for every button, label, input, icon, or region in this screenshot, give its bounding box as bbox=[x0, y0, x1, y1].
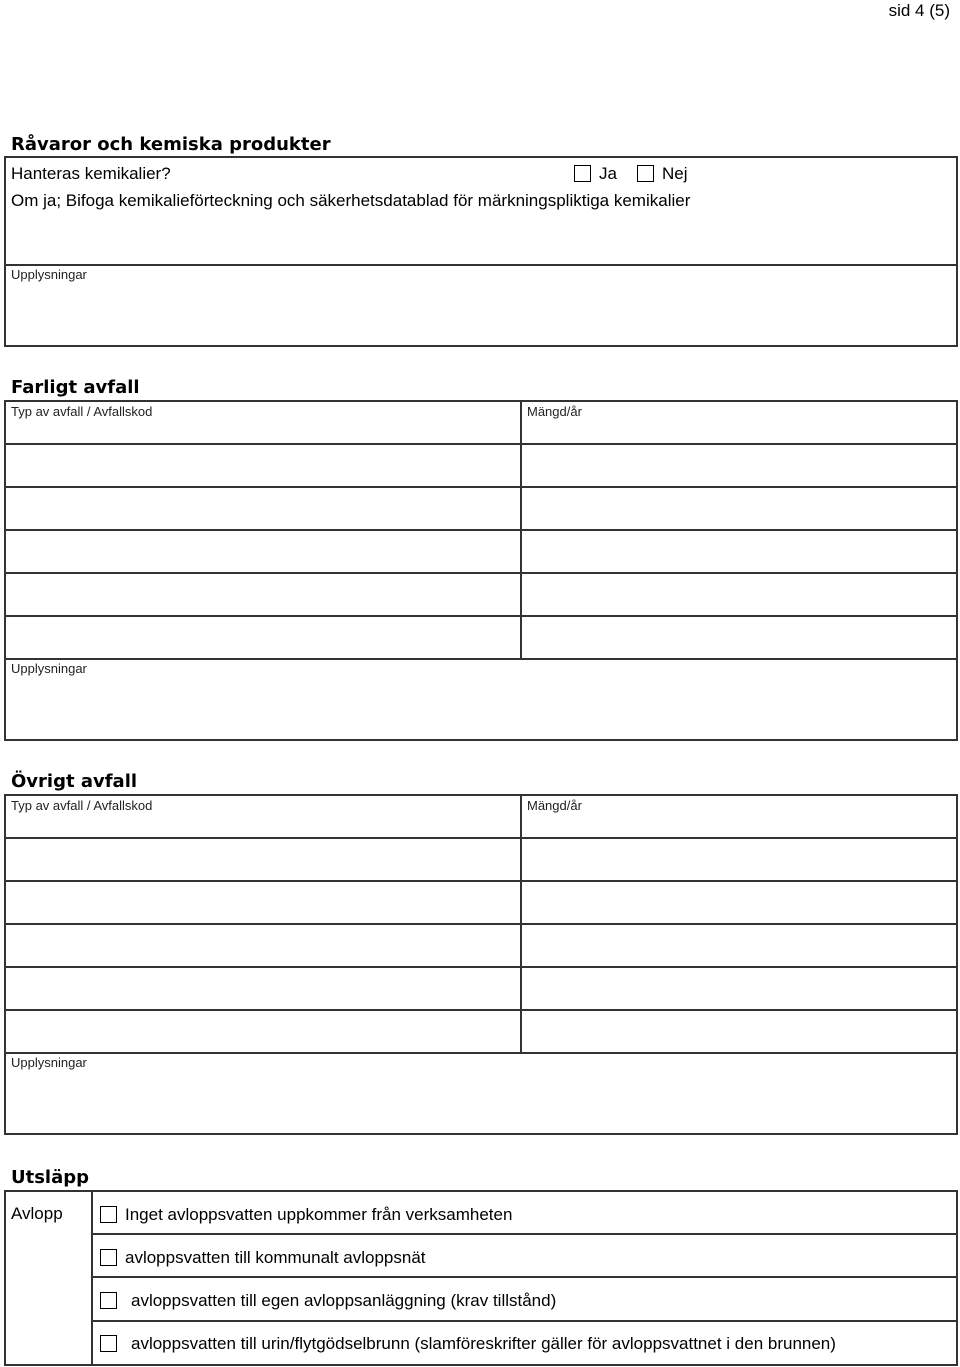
row-divider bbox=[91, 1320, 958, 1322]
table-cell-type[interactable] bbox=[6, 531, 520, 572]
hazardous-info-field[interactable] bbox=[6, 660, 956, 739]
column-divider bbox=[91, 1190, 93, 1366]
info-label: Upplysningar bbox=[11, 661, 87, 676]
checkbox-no[interactable] bbox=[637, 165, 654, 182]
table-cell-amount[interactable] bbox=[522, 839, 956, 880]
row-divider bbox=[91, 1233, 958, 1235]
section-title-hazardous-waste: Farligt avfall bbox=[11, 377, 140, 398]
attach-instruction: Om ja; Bifoga kemikalieförteckning och säkerhetsdatablad för märkningspliktiga kemikalier bbox=[11, 191, 691, 210]
raw-info-field[interactable] bbox=[6, 266, 956, 345]
section-title-emissions: Utsläpp bbox=[11, 1167, 90, 1188]
checkbox-manure-well[interactable] bbox=[100, 1335, 117, 1352]
table-cell-type[interactable] bbox=[6, 839, 520, 880]
option-no-wastewater: Inget avloppsvatten uppkommer från verksamheten bbox=[125, 1205, 513, 1224]
other-info-field[interactable] bbox=[6, 1054, 956, 1133]
option-own-sewage-plant: avloppsvatten till egen avloppsanläggning (krav tillstånd) bbox=[131, 1291, 557, 1310]
table-cell-type[interactable] bbox=[6, 617, 520, 658]
column-header-amount: Mängd/år bbox=[527, 404, 582, 419]
sewage-label: Avlopp bbox=[11, 1204, 63, 1223]
column-header-type: Typ av avfall / Avfallskod bbox=[11, 798, 153, 813]
table-cell-amount[interactable] bbox=[522, 1011, 956, 1052]
table-cell-type[interactable] bbox=[6, 445, 520, 486]
option-manure-well: avloppsvatten till urin/flytgödselbrunn (slamföreskrifter gäller för avloppsvattnet i den brunnen) bbox=[131, 1334, 836, 1353]
table-cell-type[interactable] bbox=[6, 882, 520, 923]
chemicals-question: Hanteras kemikalier? bbox=[11, 164, 171, 183]
column-header-amount: Mängd/år bbox=[527, 798, 582, 813]
info-label: Upplysningar bbox=[11, 1055, 87, 1070]
table-cell-amount[interactable] bbox=[522, 617, 956, 658]
table-cell-amount[interactable] bbox=[522, 488, 956, 529]
table-cell-type[interactable] bbox=[6, 1011, 520, 1052]
checkbox-own-sewage-plant[interactable] bbox=[100, 1292, 117, 1309]
table-cell-type[interactable] bbox=[6, 968, 520, 1009]
table-cell-type[interactable] bbox=[6, 925, 520, 966]
table-cell-amount[interactable] bbox=[522, 445, 956, 486]
table-cell-amount[interactable] bbox=[522, 968, 956, 1009]
section-title-raw-materials: Råvaror och kemiska produkter bbox=[11, 134, 331, 155]
table-cell-amount[interactable] bbox=[522, 531, 956, 572]
table-cell-type[interactable] bbox=[6, 488, 520, 529]
checkbox-no-wastewater[interactable] bbox=[100, 1206, 117, 1223]
column-header-type: Typ av avfall / Avfallskod bbox=[11, 404, 153, 419]
checkbox-municipal-sewer[interactable] bbox=[100, 1249, 117, 1266]
page-number: sid 4 (5) bbox=[888, 1, 950, 20]
info-label: Upplysningar bbox=[11, 267, 87, 282]
row-divider bbox=[91, 1276, 958, 1278]
label-yes: Ja bbox=[599, 164, 617, 183]
checkbox-yes[interactable] bbox=[574, 165, 591, 182]
option-municipal-sewer: avloppsvatten till kommunalt avloppsnät bbox=[125, 1248, 426, 1267]
label-no: Nej bbox=[662, 164, 688, 183]
table-cell-type[interactable] bbox=[6, 574, 520, 615]
table-cell-amount[interactable] bbox=[522, 882, 956, 923]
section-title-other-waste: Övrigt avfall bbox=[11, 771, 138, 792]
table-cell-amount[interactable] bbox=[522, 574, 956, 615]
table-cell-amount[interactable] bbox=[522, 925, 956, 966]
